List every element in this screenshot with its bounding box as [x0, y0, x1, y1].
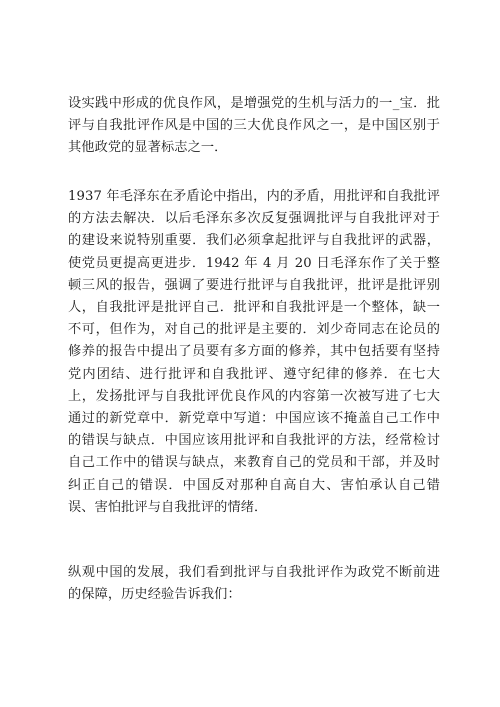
paragraph-3: 纵观中国的发展，我们看到批评与自我批评作为政党不断前进的保障，历史经验告诉我们：	[68, 565, 440, 603]
paragraph-2: 1937 年毛泽东在矛盾论中指出，内的矛盾，用批评和自我批评的方法去解决．以后毛泽东多次反复强调批评与自我批评对于的建设来说特别重要．我们必须拿起批评与自我批评的武器，使党员更提高更进步．1942 年 4 月 20 日毛泽东作了关于整顿三风的报告，强调了要进行批评与自我批评，批评是批评别人，自我批评是批评自己．批评和自我批评是一个整体，缺一不可，但作为，对自己的批评是主要的．刘少奇同志在论员的修养的报告中提出了员要有多方面的修养，其中包括要有坚持党内团结、进行批评和自我批评、遵守纪律的修养．在七大上，发扬批评与自我批评优良作风的内容第一次被写进了七大通过的新党章中．新党章中写道：中国应该不掩盖自己工作中的错误与缺点．中国应该用批评和自我批评的方法，经常检讨自己工作中的错误与缺点，来教育自己的党员和干部，并及时纠正自己的错误．中国反对那种自高自大、害怕承认自己错误、害怕批评与自我批评的情绪．	[68, 189, 440, 515]
paragraph-1: 设实践中形成的优良作风，是增强党的生机与活力的一_宝．批评与自我批评作风是中国的三大优良作风之一，是中国区别于其他政党的显著标志之一．	[68, 96, 440, 156]
